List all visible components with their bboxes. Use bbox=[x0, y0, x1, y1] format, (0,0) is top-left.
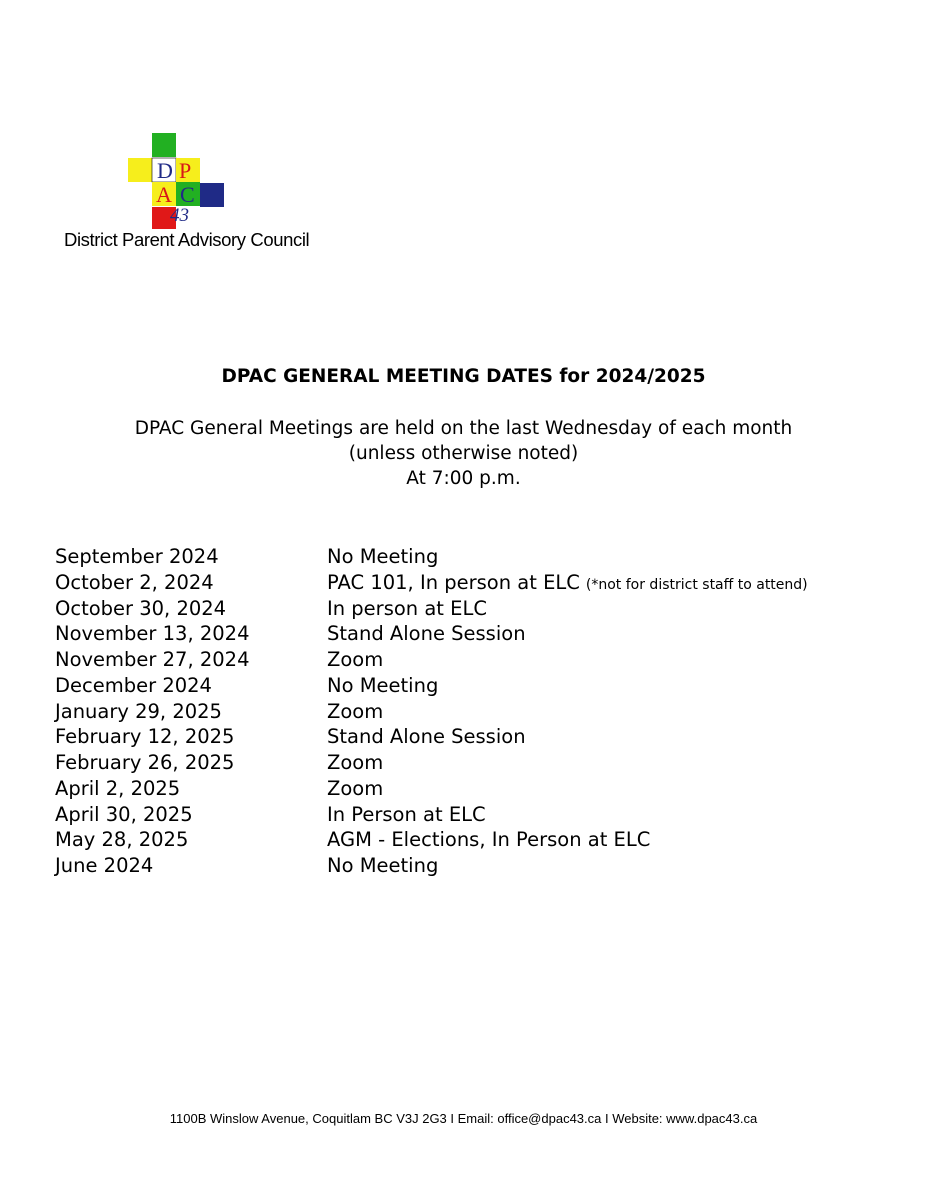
meeting-event bbox=[327, 828, 650, 851]
meeting-event bbox=[327, 571, 808, 594]
meeting-event-text: Stand Alone Session bbox=[327, 622, 526, 646]
meeting-event-text: Zoom bbox=[327, 751, 384, 774]
meeting-date: October 30, 2024 bbox=[55, 596, 227, 620]
meeting-date: November 27, 2024 bbox=[55, 648, 250, 671]
logo-green-square bbox=[152, 133, 176, 157]
meeting-event-text: AGM - Elections, In Person at ELC bbox=[327, 828, 651, 852]
meeting-event bbox=[327, 597, 487, 620]
meeting-event bbox=[327, 803, 486, 826]
meeting-event bbox=[327, 674, 438, 697]
meeting-row bbox=[55, 725, 915, 751]
logo-caption: District Parent Advisory Council bbox=[64, 229, 310, 250]
meeting-row bbox=[55, 828, 915, 854]
meeting-row bbox=[55, 700, 915, 726]
intro-line-2: (unless otherwise noted) bbox=[348, 443, 579, 464]
meeting-row bbox=[55, 648, 915, 674]
meeting-row bbox=[55, 803, 915, 829]
logo-yellow-square bbox=[128, 158, 152, 182]
meeting-event bbox=[327, 700, 383, 723]
meeting-date: April 2, 2025 bbox=[55, 776, 181, 800]
meeting-date: October 2, 2024 bbox=[55, 570, 214, 594]
meeting-row bbox=[55, 751, 915, 777]
meeting-date: May 28, 2025 bbox=[55, 828, 189, 852]
meeting-event bbox=[327, 725, 526, 748]
meeting-event-text: No Meeting bbox=[327, 673, 439, 697]
meeting-event-text: Zoom bbox=[327, 648, 384, 671]
meeting-event bbox=[327, 545, 438, 568]
meeting-date: June 2024 bbox=[55, 854, 154, 877]
meeting-event bbox=[327, 622, 526, 645]
meeting-event-text: PAC 101, In person at ELC bbox=[327, 570, 580, 594]
meeting-event-text: Zoom bbox=[327, 699, 384, 723]
intro-line-3: At 7:00 p.m. bbox=[406, 468, 521, 489]
meeting-event bbox=[327, 648, 383, 671]
meeting-date: January 29, 2025 bbox=[55, 699, 222, 723]
meeting-event-text: In person at ELC bbox=[327, 596, 487, 620]
meeting-event-text: No Meeting bbox=[327, 854, 439, 877]
logo-blue-square bbox=[200, 183, 224, 207]
meeting-schedule bbox=[55, 545, 915, 880]
logo-letter-a: A bbox=[156, 182, 172, 207]
meeting-date: February 12, 2025 bbox=[55, 725, 235, 749]
meeting-row bbox=[55, 777, 915, 803]
dpac-logo bbox=[62, 133, 312, 255]
meeting-event-text: Stand Alone Session bbox=[327, 725, 526, 749]
logo-number-43: 43 bbox=[170, 205, 189, 226]
intro-line-1: DPAC General Meetings are held on the last Wednesday of each month bbox=[134, 418, 793, 439]
meeting-event-text: Zoom bbox=[327, 776, 384, 800]
logo-letter-d: D bbox=[157, 158, 173, 183]
meeting-row bbox=[55, 597, 915, 623]
meeting-event bbox=[327, 854, 438, 877]
meeting-date: February 26, 2025 bbox=[55, 751, 235, 774]
meeting-row bbox=[55, 571, 915, 597]
meeting-row bbox=[55, 674, 915, 700]
meeting-row bbox=[55, 622, 915, 648]
page-title: DPAC GENERAL MEETING DATES for 2024/2025 bbox=[221, 366, 706, 387]
meeting-row bbox=[55, 545, 915, 571]
dpac-logo-mark bbox=[62, 133, 312, 229]
meeting-date: September 2024 bbox=[55, 545, 219, 568]
meeting-event bbox=[327, 751, 383, 774]
logo-letter-p: P bbox=[179, 158, 192, 183]
meeting-date: December 2024 bbox=[55, 673, 212, 697]
meeting-event-text: No Meeting bbox=[327, 545, 439, 568]
meeting-row bbox=[55, 854, 915, 880]
meeting-event bbox=[327, 777, 383, 800]
footer-contact: 1100B Winslow Avenue, Coquitlam BC V3J 2G3 I Email: office@dpac43.ca I Website: www.dpac43.ca bbox=[169, 1111, 758, 1126]
meeting-event-text: In Person at ELC bbox=[327, 802, 486, 826]
meeting-note: (*not for district staff to attend) bbox=[585, 576, 808, 593]
meeting-date: April 30, 2025 bbox=[55, 802, 193, 826]
logo-letter-c: C bbox=[180, 182, 195, 207]
intro-text bbox=[0, 416, 927, 491]
meeting-date: November 13, 2024 bbox=[55, 622, 250, 646]
